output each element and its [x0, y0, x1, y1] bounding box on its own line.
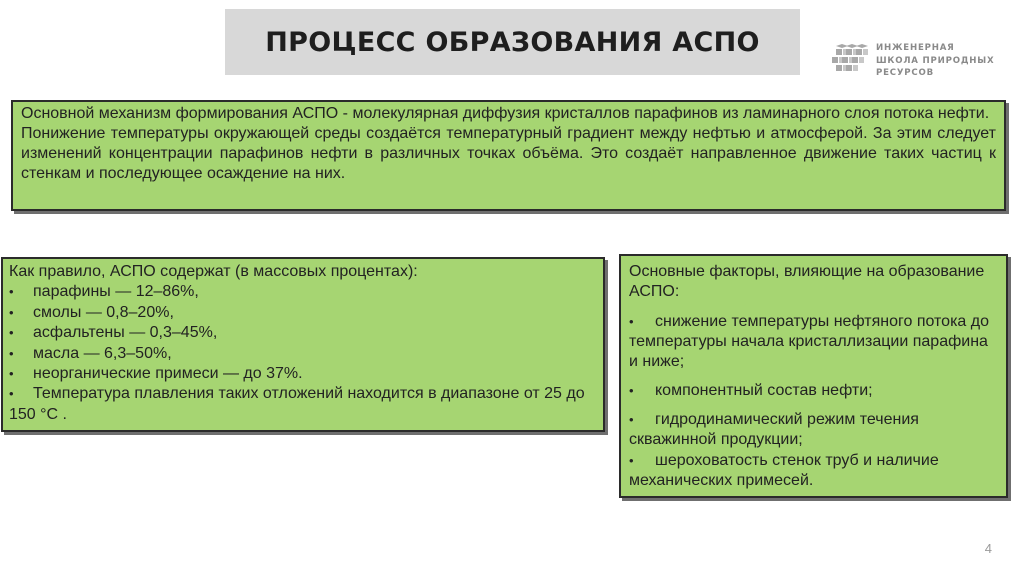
title-bar [225, 9, 800, 75]
melting-point-text [9, 384, 597, 425]
bullet-icon: • [9, 366, 14, 382]
list-item [9, 282, 597, 302]
bullet-icon: • [629, 383, 634, 398]
logo-line-1: ИНЖЕНЕРНАЯ [876, 43, 955, 53]
logo-text [876, 42, 994, 80]
factors-box [619, 254, 1008, 498]
bullet-icon: • [629, 314, 634, 329]
factor-item-text: гидродинамический режим течения скважинной продукции; [629, 411, 919, 448]
list-item [9, 364, 597, 384]
list-item [629, 381, 998, 401]
factor-item-text: шероховатость стенок труб и наличие механических примесей. [629, 452, 939, 489]
list-item [9, 323, 597, 343]
list-item [9, 344, 597, 364]
list-item [629, 451, 998, 491]
logo-line-3: РЕСУРСОВ [876, 68, 934, 78]
composition-item-text: асфальтены — 0,3–45%, [33, 324, 218, 342]
bullet-icon: • [9, 304, 14, 320]
school-logo [832, 42, 1002, 80]
list-item [629, 312, 998, 372]
bullet-icon: • [9, 345, 14, 361]
composition-item-text: парафины — 12–86%, [33, 283, 199, 301]
composition-item-text: Температура плавления таких отложений находится в диапазоне от 25 до 150 °С . [9, 385, 585, 423]
logo-line-2: ШКОЛА ПРИРОДНЫХ [876, 55, 995, 66]
composition-list [9, 282, 597, 384]
list-item [629, 410, 998, 450]
factor-item-text: компонентный состав нефти; [655, 382, 873, 399]
composition-item-text: масла — 6,3–50%, [33, 344, 172, 362]
slide-title: ПРОЦЕСС ОБРАЗОВАНИЯ АСПО [265, 26, 760, 58]
bullet-icon: • [629, 453, 634, 468]
page-number: 4 [984, 541, 992, 556]
list-item [9, 303, 597, 323]
logo-hexagon-icon [832, 44, 868, 78]
bullet-icon: • [9, 325, 14, 341]
composition-intro: Как правило, АСПО содержат (в массовых процентах): [9, 263, 418, 280]
mechanism-paragraph-1: Основной механизм формирования АСПО - молекулярная диффузия кристаллов парафинов из ламинарного слоя потока нефти. [21, 105, 990, 122]
composition-box [1, 257, 605, 432]
bullet-icon: • [9, 284, 14, 300]
mechanism-box [11, 100, 1006, 211]
factors-intro: Основные факторы, влияющие на образование АСПО: [629, 263, 985, 300]
bullet-icon: • [9, 386, 14, 402]
bullet-icon: • [629, 412, 634, 427]
composition-item-text: смолы — 0,8–20%, [33, 303, 174, 321]
mechanism-paragraph-2: Понижение температуры окружающей среды создаётся температурный градиент между нефтью и атмосферой. За этим следует изменений концентрации парафинов нефти в различных точках объёма. Это создаёт направленное движение таких частиц к стенкам и последующее осаждение на них. [21, 125, 996, 182]
factor-item-text: снижение температуры нефтяного потока до температуры начала кристаллизации парафина и ниже; [629, 313, 990, 370]
composition-item-text: неорганические примеси — до 37%. [33, 365, 303, 383]
